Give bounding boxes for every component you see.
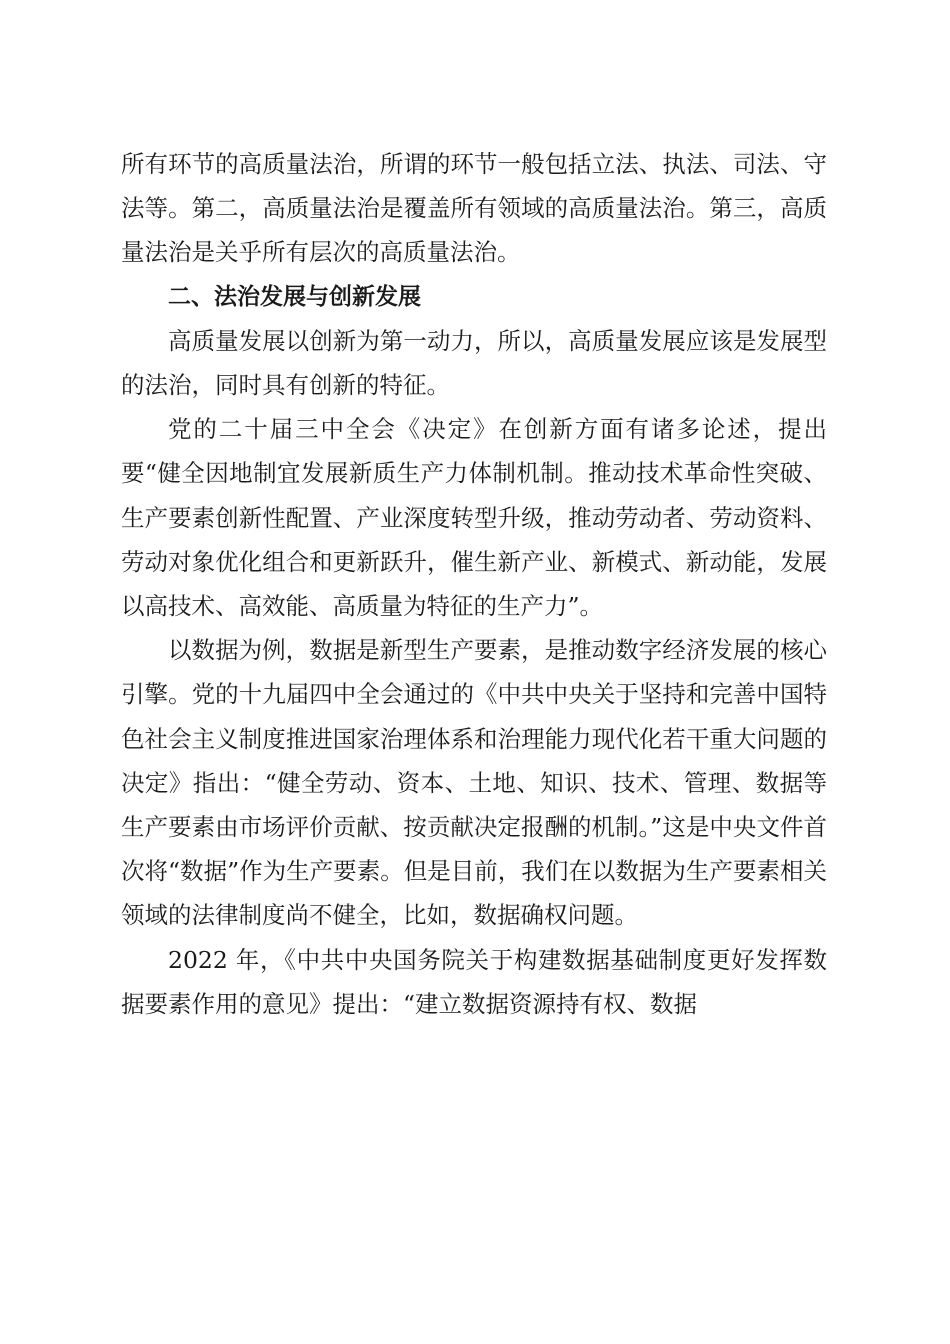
document-body [121,142,827,1026]
paragraph-2022-opinion: 2022 年，《中共中央国务院关于构建数据基础制度更好发挥数据要素作用的意见》提出：“建立数据资源持有权、数据 [121,945,827,1018]
paragraph-data-example: 以数据为例，数据是新型生产要素，是推动数字经济发展的核心引擎。党的十九届四中全会通过的《中共中央关于坚持和完善中国特色社会主义制度推进国家治理体系和治理能力现代化若干重大问题的决定》指出：“健全劳动、资本、土地、知识、技术、管理、数据等生产要素由市场评价贡献、按贡献决定报酬的机制。”这是中央文件首次将“数据”作为生产要素。但是目前，我们在以数据为生产要素相关领域的法律制度尚不健全，比如，数据确权问题。 [121,636,827,930]
paragraph-innovation-driver: 高质量发展以创新为第一动力，所以，高质量发展应该是发展型的法治，同时具有创新的特征。 [121,326,827,400]
section-heading: 二、法治发展与创新发展 [168,283,421,310]
paragraph-third-plenum-decision: 党的二十届三中全会《决定》在创新方面有诸多论述，提出要“健全因地制宜发展新质生产力体制机制。推动技术革命性突破、生产要素创新性配置、产业深度转型升级，推动劳动者、劳动资料、劳动对象优化组合和更新跃升，催生新产业、新模式、新动能，发展以高技术、高效能、高质量为特征的生产力”。 [121,415,827,621]
paragraph-continuation: 所有环节的高质量法治，所谓的环节一般包括立法、执法、司法、守法等。第二，高质量法治是覆盖所有领域的高质量法治。第三，高质量法治是关乎所有层次的高质量法治。 [121,150,827,267]
